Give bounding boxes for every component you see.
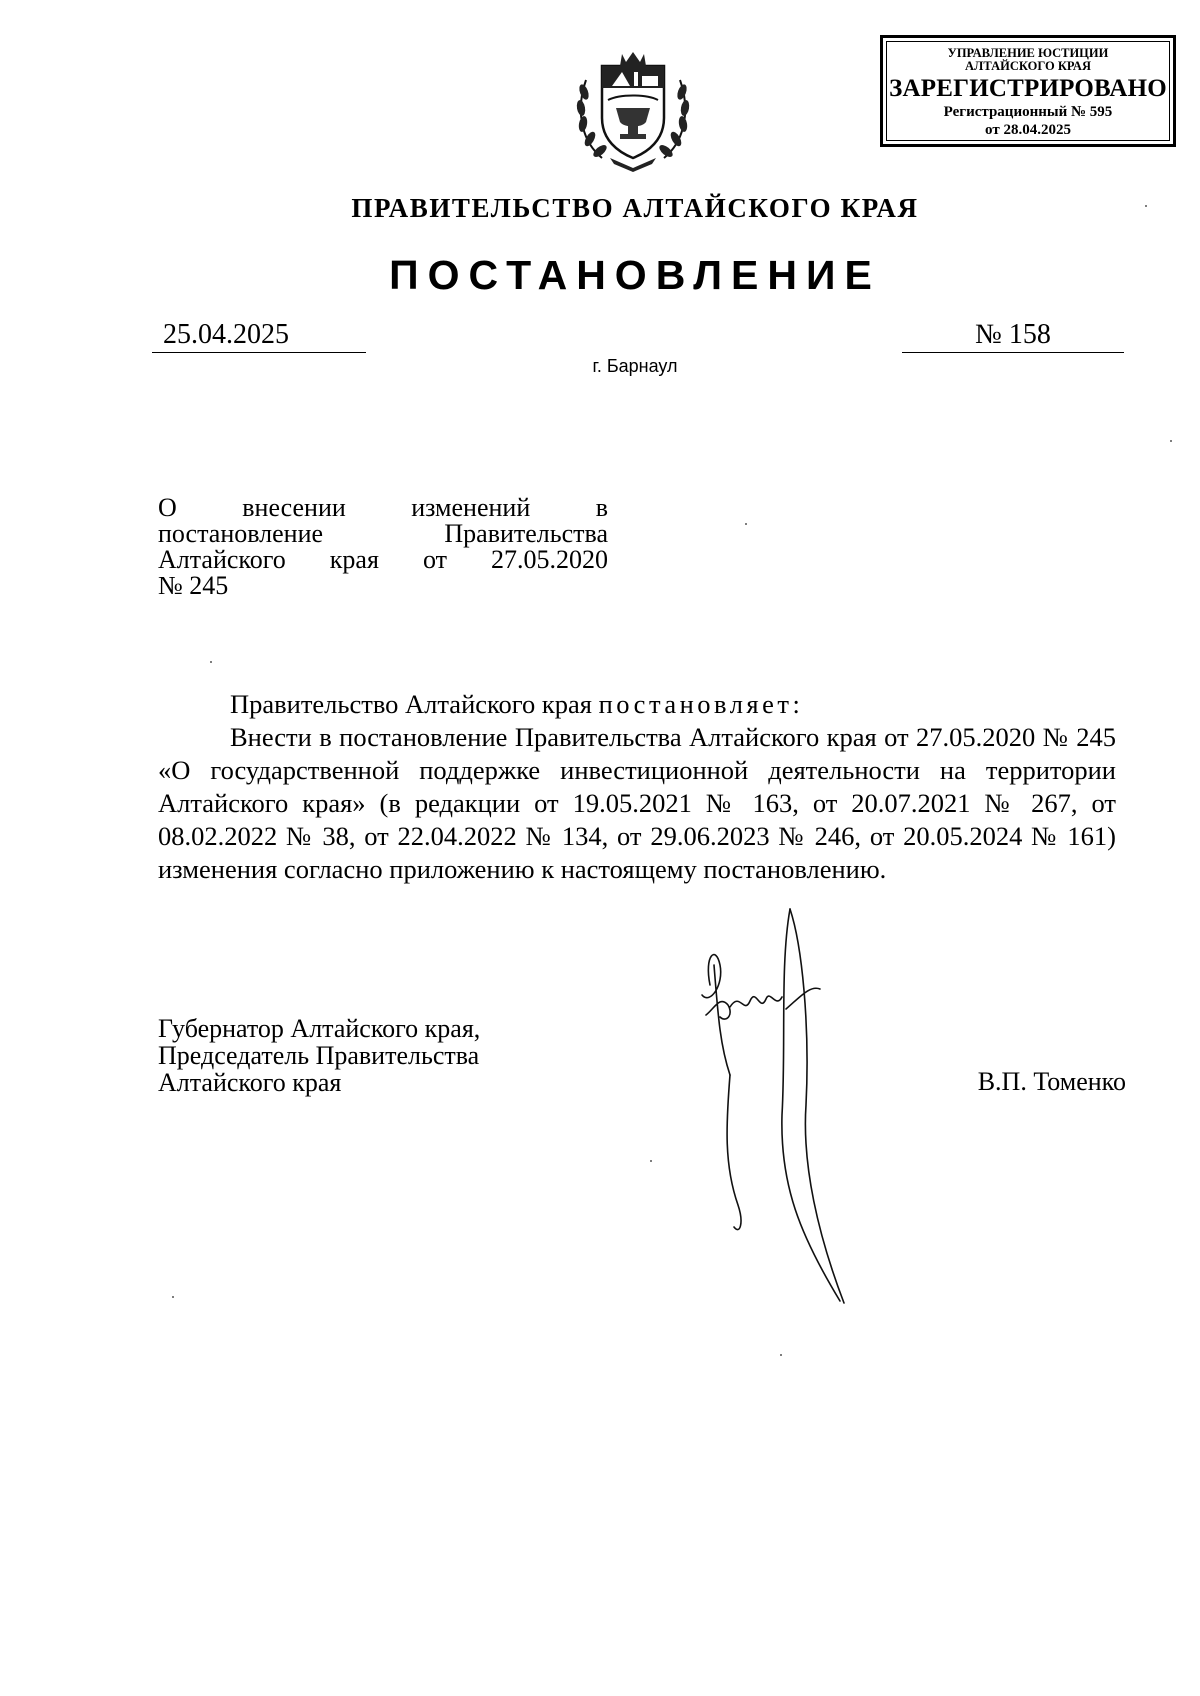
handwritten-signature xyxy=(690,905,850,1315)
scan-speck xyxy=(745,523,747,525)
scan-speck xyxy=(210,661,212,663)
position-line: Губернатор Алтайского края, xyxy=(158,1014,481,1043)
scan-speck xyxy=(650,1160,652,1162)
document-date-field xyxy=(152,318,366,353)
subject-line: постановление Правительства xyxy=(158,519,608,548)
document-date: 25.04.2025 xyxy=(163,319,289,350)
document-number: № 158 xyxy=(975,319,1051,350)
document-body xyxy=(158,688,1116,886)
document-city: г. Барнаул xyxy=(592,356,678,376)
coat-of-arms-icon xyxy=(572,48,694,172)
registration-stamp xyxy=(880,35,1176,147)
stamp-status: ЗАРЕГИСТРИРОВАНО xyxy=(889,75,1167,102)
stamp-reg-date: от 28.04.2025 xyxy=(985,122,1071,138)
resolution-intro-verb: постановляет: xyxy=(598,689,804,719)
stamp-organization xyxy=(887,47,1169,73)
scan-speck xyxy=(1170,440,1172,442)
signatory-name: В.П. Томенко xyxy=(977,1067,1126,1096)
position-line: Алтайского края xyxy=(158,1068,342,1097)
document-number-field xyxy=(902,318,1124,353)
document-type-heading: ПОСТАНОВЛЕНИЕ xyxy=(389,252,881,298)
resolution-paragraph: Внести в постановление Правительства Алтайского края от 27.05.2020 № 245 «О государственной поддержке инвестиционной деятельности на территории Алтайского края» (в редакции от 19.05.2021 № 163, от 20.07.2021 № 267, от 08.02.2022 № 38, от 22.04.2022 № 134, от 29.06.2023 № 246, от 20.05.2024 № 161) изменения согласно приложению к настоящему постановлению. xyxy=(158,722,1116,884)
document-subject xyxy=(158,495,608,599)
stamp-inner-frame xyxy=(886,41,1170,141)
scan-speck xyxy=(780,1354,782,1356)
position-line: Председатель Правительства xyxy=(158,1041,480,1070)
subject-line: О внесении изменений в xyxy=(158,493,608,522)
resolution-intro-subject: Правительство Алтайского края xyxy=(230,689,592,719)
scan-speck xyxy=(1145,205,1147,207)
subject-line: Алтайского края от 27.05.2020 xyxy=(158,545,608,574)
stamp-org-line2: АЛТАЙСКОГО КРАЯ xyxy=(965,59,1091,73)
government-title: ПРАВИТЕЛЬСТВО АЛТАЙСКОГО КРАЯ xyxy=(351,193,919,223)
stamp-org-line1: УПРАВЛЕНИЕ ЮСТИЦИИ xyxy=(947,46,1109,60)
resolution-intro xyxy=(158,688,1116,721)
signatory-position xyxy=(158,1015,658,1096)
subject-line: № 245 xyxy=(158,571,229,600)
scan-speck xyxy=(172,1296,174,1298)
stamp-reg-number: Регистрационный № 595 xyxy=(943,104,1113,120)
